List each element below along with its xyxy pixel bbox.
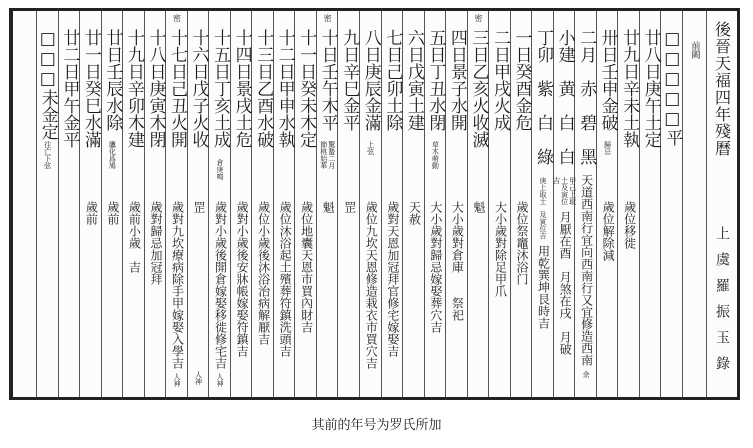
almanac-detail: 大小歲對歸忌嫁娶葬穴吉 [428, 201, 443, 333]
calendar-day-column [122, 11, 145, 397]
calendar-day-column [187, 11, 210, 397]
day-entry: 二月 赤 碧 黑 [576, 29, 597, 165]
author-credit: 上虞羅振玉錄 [714, 226, 730, 382]
annotation-note: 驚蟄二月節桃始華 [319, 141, 336, 169]
almanac-detail: 歲位沐浴起土殯葬符鎮洗頭吉 [278, 201, 293, 357]
day-entry: 十八日庚寅木閉 [145, 29, 166, 148]
tail-note: 人神 [216, 373, 225, 387]
front-missing-column [682, 11, 707, 397]
almanac-detail: 天赦 [407, 201, 422, 225]
tail-note: 余 [582, 371, 591, 378]
day-entry: 十三日乙酉水破 [253, 29, 274, 148]
annotation-note: 歸忌 [603, 141, 612, 155]
annotation-note: 甲己上取土及寅位吉 [552, 177, 577, 205]
day-entry: 小建 黄 白 白 [554, 29, 575, 165]
day-entry: 卅日壬申金破 [597, 29, 618, 131]
calendar-day-column [596, 11, 619, 397]
almanac-detail: 歲前 [105, 201, 120, 225]
day-entry: 十四日景戌土危 [231, 29, 252, 148]
calendar-day-column [574, 11, 597, 397]
secret-mark: 密 [323, 14, 333, 22]
calendar-day-column [553, 11, 576, 397]
annotation-note: 鷹化爲鳩 [108, 141, 117, 169]
day-entry: 十二日甲申水執 [274, 29, 295, 148]
almanac-detail: 歲位九坎天恩修造栽衣市買穴吉 [364, 201, 379, 369]
almanac-detail: 歲前小歲 吉 [127, 201, 142, 273]
day-entry: 十日壬午木平 [317, 29, 338, 131]
day-entry: 五日丁丑水閉 [425, 29, 446, 131]
day-entry: 十九日辛卯木建 [123, 29, 144, 148]
annotation-note: 往亡下弦 [43, 141, 52, 169]
day-entry: 十一日癸未木定 [296, 29, 317, 148]
day-entry: 廿八日庚午土定 [640, 29, 661, 148]
almanac-detail: 大小歲對除足甲爪 [493, 201, 508, 297]
calendar-day-column [445, 11, 468, 397]
day-entry: 十七日己丑火開 [166, 29, 187, 148]
title-column [706, 11, 737, 397]
almanac-detail: 歲位地囊天恩市買內財吉 [299, 201, 314, 333]
day-entry: 丁卯 紫 白 綠 [533, 29, 554, 165]
day-entry: 廿九日辛未土執 [619, 29, 640, 148]
day-entry: 十六日戊子火收 [188, 29, 209, 148]
calendar-day-column [36, 11, 59, 397]
front-missing-note: 前闕 [689, 41, 700, 59]
calendar-day-column [273, 11, 296, 397]
day-entry: 十五日丁亥土成 [210, 29, 231, 148]
calendar-day-column [208, 11, 231, 397]
tail-note: 人神 [194, 371, 203, 385]
almanac-detail: 大小歲對倉庫 祭祀 [450, 201, 465, 321]
calendar-day-column [58, 11, 81, 397]
day-entry: 七日己卯土除 [382, 29, 403, 131]
day-entry: 廿二日甲午金平 [59, 29, 80, 148]
secret-mark: 密 [172, 14, 182, 22]
almanac-detail: 歲位祭竈沐浴门 [515, 201, 530, 285]
almanac-detail: 歲對小歲後安牀帳嫁娶符鎮吉 [235, 201, 250, 357]
almanac-detail: 歲前 [84, 201, 99, 225]
annotation-note: 及寅位吉 [539, 211, 548, 239]
almanac-detail: 歲對九坎療病除手甲嫁娶入學吉 [170, 201, 185, 369]
day-entry: 一日癸酉金危 [511, 29, 532, 131]
day-entry: □□□□□平 [662, 29, 683, 146]
almanac-detail: 罡 [342, 201, 357, 213]
calendar-day-column [230, 11, 253, 397]
almanac-detail: 歲位移徙 [622, 201, 637, 249]
calendar-day-column [359, 11, 382, 397]
calendar-day-column [617, 11, 640, 397]
annotation-note: 庚上取土 [539, 177, 548, 205]
day-entry: 三日乙亥火收滅 [468, 29, 489, 148]
annotation-note: 草木萌動 [431, 141, 440, 169]
almanac-detail: 罡 [192, 201, 207, 213]
day-entry: 廿日壬辰水除 [102, 29, 123, 131]
caption: 其前的年号为罗氏所加 [311, 418, 442, 433]
calendar-day-column [510, 11, 533, 397]
calendar-day-column [660, 11, 683, 397]
calendar-day-column [316, 11, 339, 397]
calendar-day-column [79, 11, 102, 397]
calendar-day-column [424, 11, 447, 397]
almanac-detail: 魁 [321, 201, 336, 213]
almanac-detail: 用乾巽坤艮時吉 [536, 245, 551, 329]
calendar-day-column [467, 11, 490, 397]
calendar-day-column [639, 11, 662, 397]
annotation-note: 倉庚鳴 [216, 159, 225, 180]
almanac-detail: 歲對天恩加冠拜官修宅嫁娶吉 [385, 201, 400, 357]
calendar-day-column [144, 11, 167, 397]
tail-note: 人神 [172, 373, 181, 387]
almanac-detail: 月厭在酉 月煞在戌 月破 [558, 211, 573, 355]
almanac-detail: 天道西南行宜向西南行又宜修造西南 [579, 174, 594, 366]
document-title: 後晉天福四年殘曆 [712, 21, 732, 157]
day-entry: 二日甲戌火成 [489, 29, 510, 131]
calendar-day-column [294, 11, 317, 397]
day-entry: 九日辛巳金平 [339, 29, 360, 131]
almanac-detail: 歲對歸忌加冠拜 [148, 201, 163, 285]
almanac-detail: 魁 [471, 201, 486, 213]
calendar-day-column [101, 11, 124, 397]
annotation-note: 上弦 [366, 141, 375, 155]
day-entry: 廿一日癸巳水滿 [80, 29, 101, 148]
almanac-detail: 歲位解除減 [601, 201, 616, 261]
almanac-detail: 歲對小歲後開倉嫁娶移徙修宅吉 [213, 201, 228, 369]
calendar-page [9, 8, 740, 400]
calendar-day-column [251, 11, 274, 397]
calendar-day-column [381, 11, 404, 397]
calendar-day-column [402, 11, 425, 397]
day-entry: 四日景子水開 [446, 29, 467, 131]
calendar-day-column [165, 11, 188, 397]
day-entry: 八日庚辰金滿 [360, 29, 381, 131]
calendar-day-column [337, 11, 360, 397]
day-entry: 六日戊寅土建 [403, 29, 424, 131]
calendar-day-column [488, 11, 511, 397]
calendar-day-column [531, 11, 554, 397]
secret-mark: 密 [473, 14, 483, 22]
almanac-detail: 歲位小歲後沐浴治病解厭吉 [256, 201, 271, 345]
day-entry: □□□未金定 [37, 29, 58, 140]
